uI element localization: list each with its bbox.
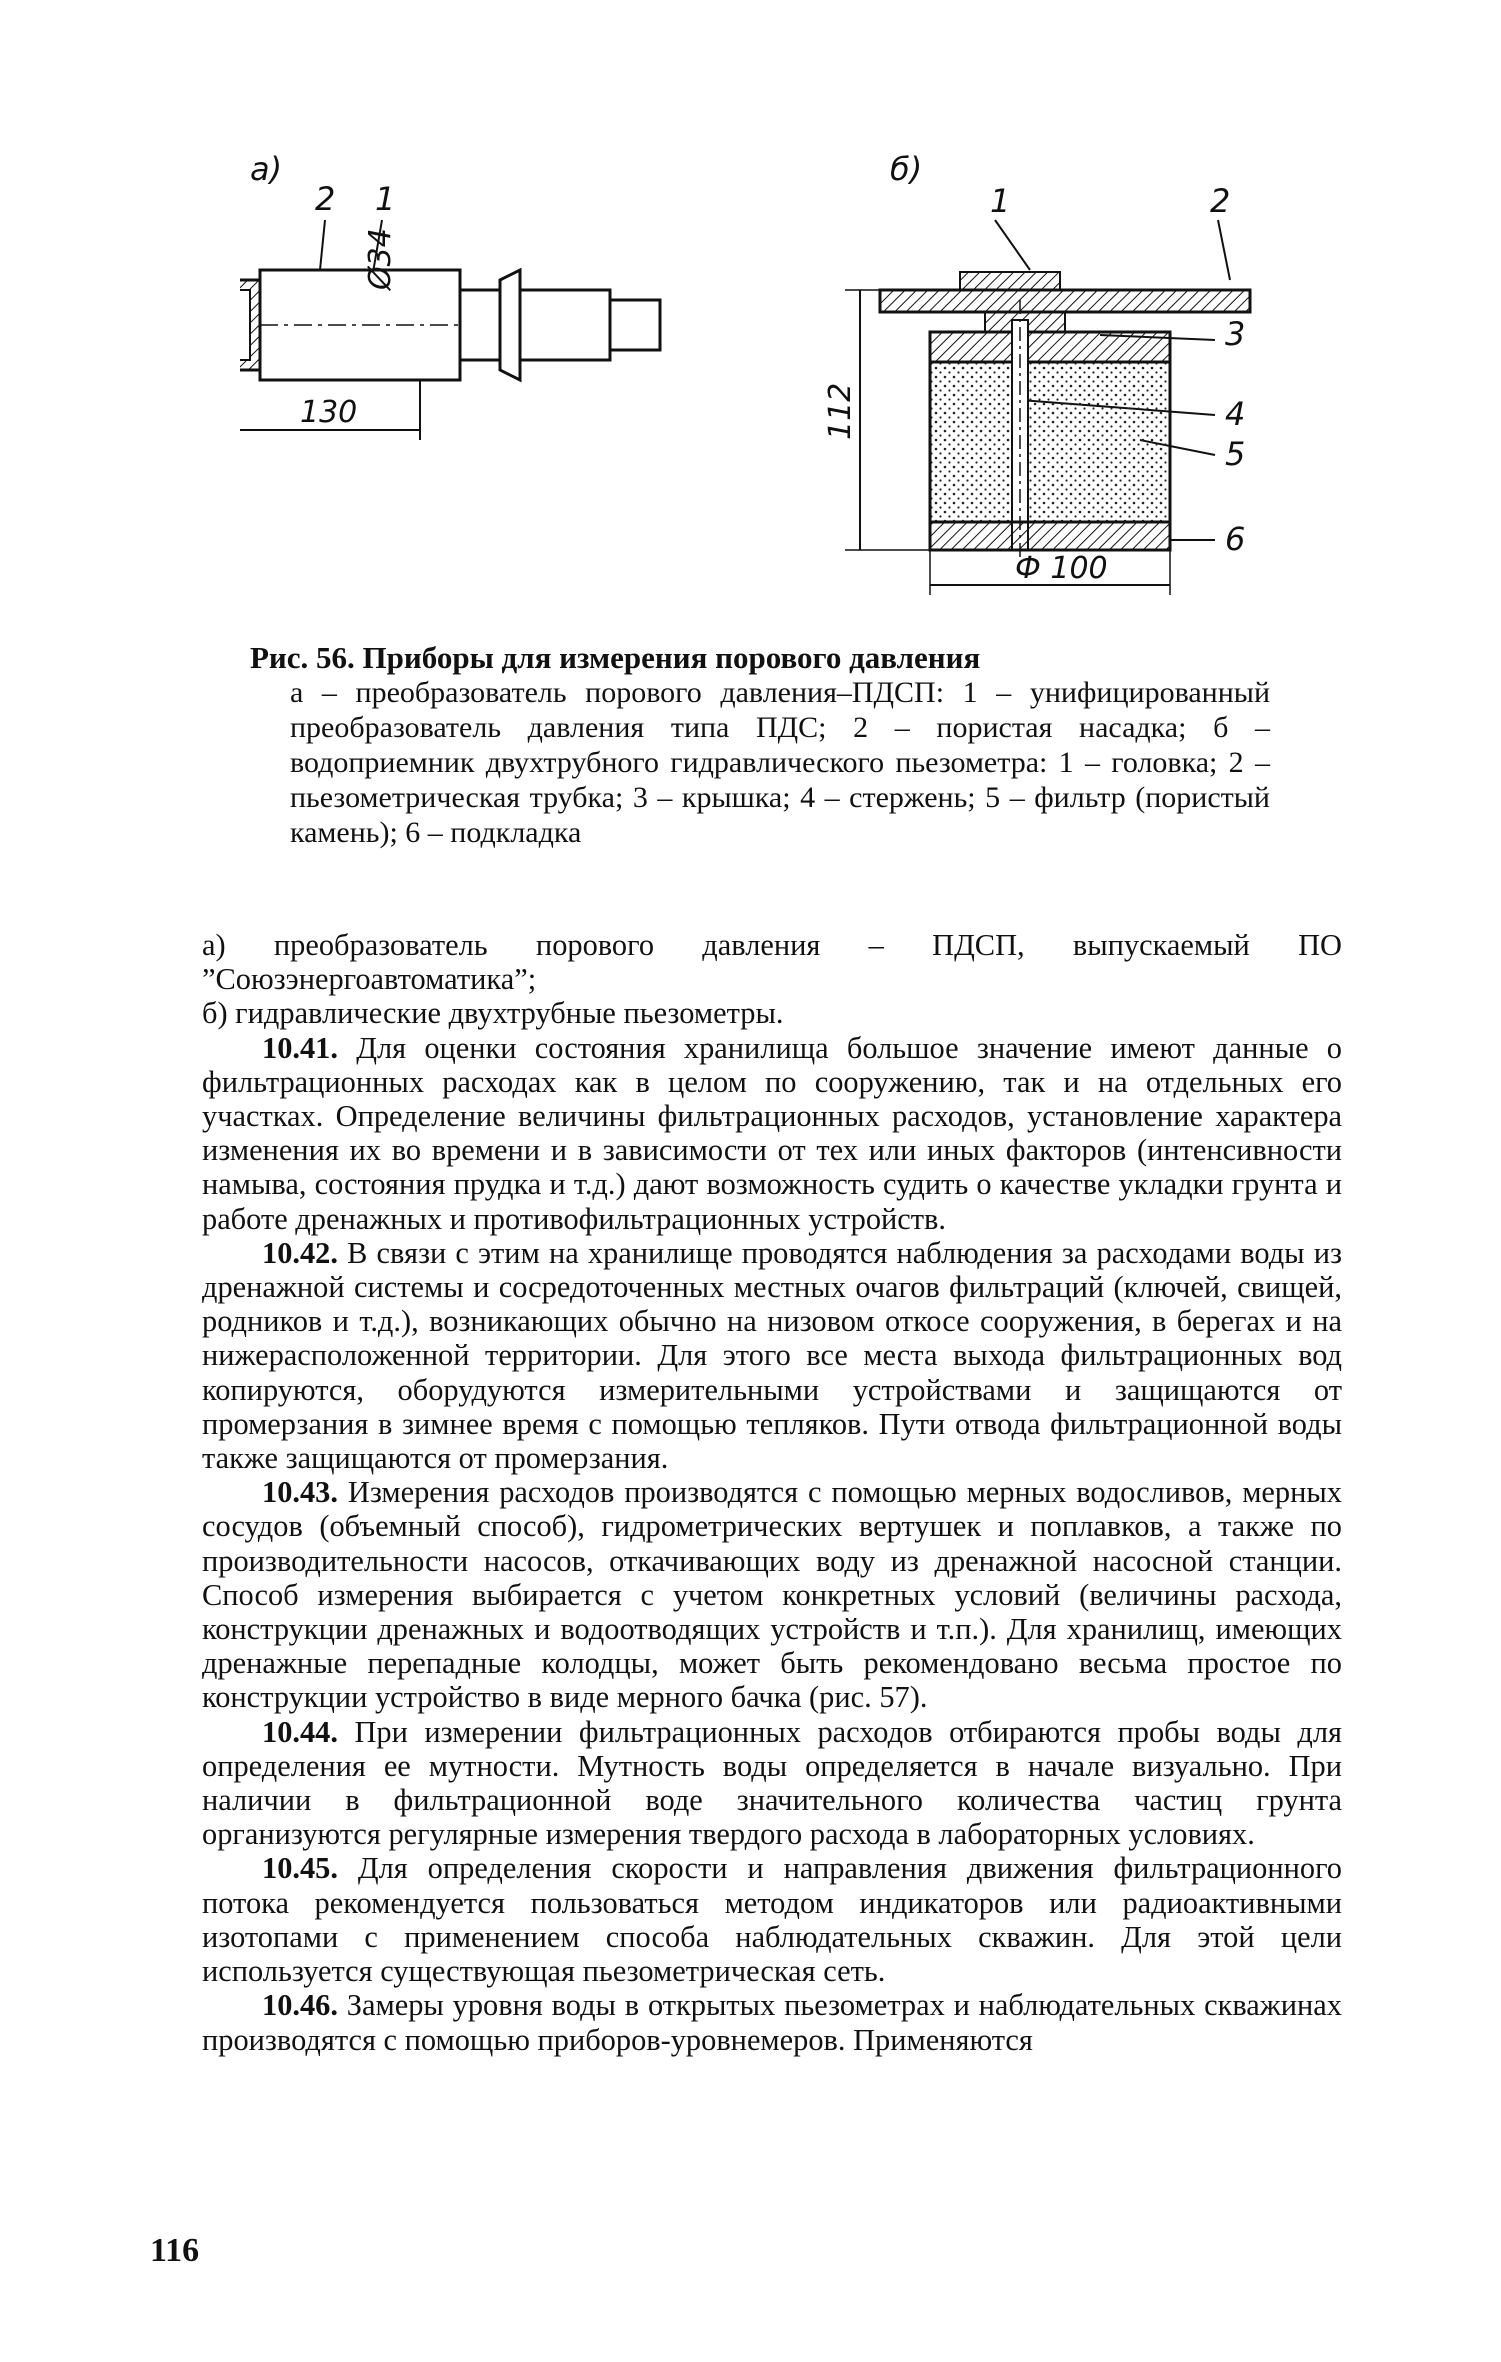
paragraph: 10.43. Измерения расходов производятся с помощью мерных водосливов, мерных сосудов (объемный способ), гидрометрических вертушек и поплавков, а также по производительности насосов, откачивающих воду из дренажной насосной станции. Способ измерения выбирается с учетом конкретных условий (величины расхода, конструкции дренажных и водоотводящих устройств и т.п.). Для хранилищ, имеющих дренажные перепадные колодцы, может быть рекомендовано весьма простое по конструкции устройство в виде мерного бачка (рис. 57). xyxy=(202,1475,1342,1715)
callout-b-2: 2 xyxy=(1210,182,1231,220)
dim-b-height: 112 xyxy=(823,382,858,440)
paragraph-number: 10.45. xyxy=(262,1851,338,1886)
callout-a-1: 1 xyxy=(375,180,396,218)
paragraph-number: 10.44. xyxy=(262,1714,338,1749)
caption-title: Рис. 56. Приборы для измерения порового давления xyxy=(250,640,981,675)
callout-b-6: 6 xyxy=(1225,520,1246,558)
paragraph: 10.46. Замеры уровня воды в открытых пьезометрах и наблюдательных скважинах производятся с помощью приборов-уровнемеров. Применяются xyxy=(202,1988,1342,2057)
callout-b-5: 5 xyxy=(1225,435,1246,473)
instruments-drawing xyxy=(240,140,1340,610)
panel-a-label: а) xyxy=(250,150,283,188)
paragraph-number: 10.41. xyxy=(262,1030,338,1065)
callout-a-2: 2 xyxy=(315,180,336,218)
callout-b-3: 3 xyxy=(1225,315,1246,353)
paragraph: 10.45. Для определения скорости и направления движения фильтрационного потока рекомендуется пользоваться методом индикаторов или радиоактивными изотопами с применением способа наблюдательных скважин. Для этой цели используется существующая пьезометрическая сеть. xyxy=(202,1851,1342,1989)
figure-56 xyxy=(240,140,1340,610)
paragraph: 10.41. Для оценки состояния хранилища большое значение имеют данные о фильтрационных расходах как в целом по сооружению, так и на отдельных его участках. Определение величины фильтрационных расходов, установление характера изменения их во времени и в зависимости от тех или иных факторов (интенсивности намыва, состояния прудка и т.д.) дают возможность судить о качестве укладки грунта и работе дренажных и противофильтрационных устройств. xyxy=(202,1030,1342,1236)
dim-b-diameter: Ф 100 xyxy=(1015,551,1108,586)
list-item: а) преобразователь порового давления – ПДСП, выпускаемый ПО ”Союзэнергоавтоматика”; xyxy=(202,928,1342,997)
panel-b-label: б) xyxy=(890,150,923,188)
paragraph-number: 10.43. xyxy=(262,1475,338,1510)
paragraph: 10.44. При измерении фильтрационных расходов отбираются пробы воды для определения ее мутности. Мутность воды определяется в начале визуально. При наличии в фильтрационной воде значительного количества частиц грунта организуются регулярные измерения твердого расхода в лабораторных условиях. xyxy=(202,1714,1342,1852)
dim-a-diameter: Ø34 xyxy=(363,228,398,290)
callout-b-1: 1 xyxy=(990,182,1011,220)
figure-caption xyxy=(250,640,1270,850)
callout-b-4: 4 xyxy=(1225,395,1246,433)
list-item: б) гидравлические двухтрубные пьезометры. xyxy=(202,996,784,1031)
body-text xyxy=(202,928,1342,2057)
dim-a-length: 130 xyxy=(300,395,358,430)
page-number: 116 xyxy=(150,2232,200,2269)
paragraph-number: 10.46. xyxy=(262,1988,338,2023)
paragraph: 10.42. В связи с этим на хранилище проводятся наблюдения за расходами воды из дренажной системы и сосредоточенных местных очагов фильтраций (ключей, свищей, родников и т.д.), возникающих обычно на низовом откосе сооружения, в берегах и на нижерасположенной территории. Для этого все места выхода фильтрационных вод копируются, оборудуются измерительными устройствами и защищаются от промерзания в зимнее время с помощью тепляков. Пути отвода фильтрационной воды также защищаются от промерзания. xyxy=(202,1235,1342,1476)
caption-body: а – преобразователь порового давления–ПДСП: 1 – унифицированный преобразователь давления типа ПДС; 2 – пористая насадка; б – водоприемник двухтрубного гидравлического пьезометра: 1 – головка; 2 – пьезометрическая трубка; 3 – крышка; 4 – стержень; 5 – фильтр (пористый камень); 6 – подкладка xyxy=(290,676,1270,849)
panel-b-drawing xyxy=(823,150,1250,595)
paragraph-number: 10.42. xyxy=(262,1235,338,1270)
panel-a-drawing xyxy=(240,150,660,440)
